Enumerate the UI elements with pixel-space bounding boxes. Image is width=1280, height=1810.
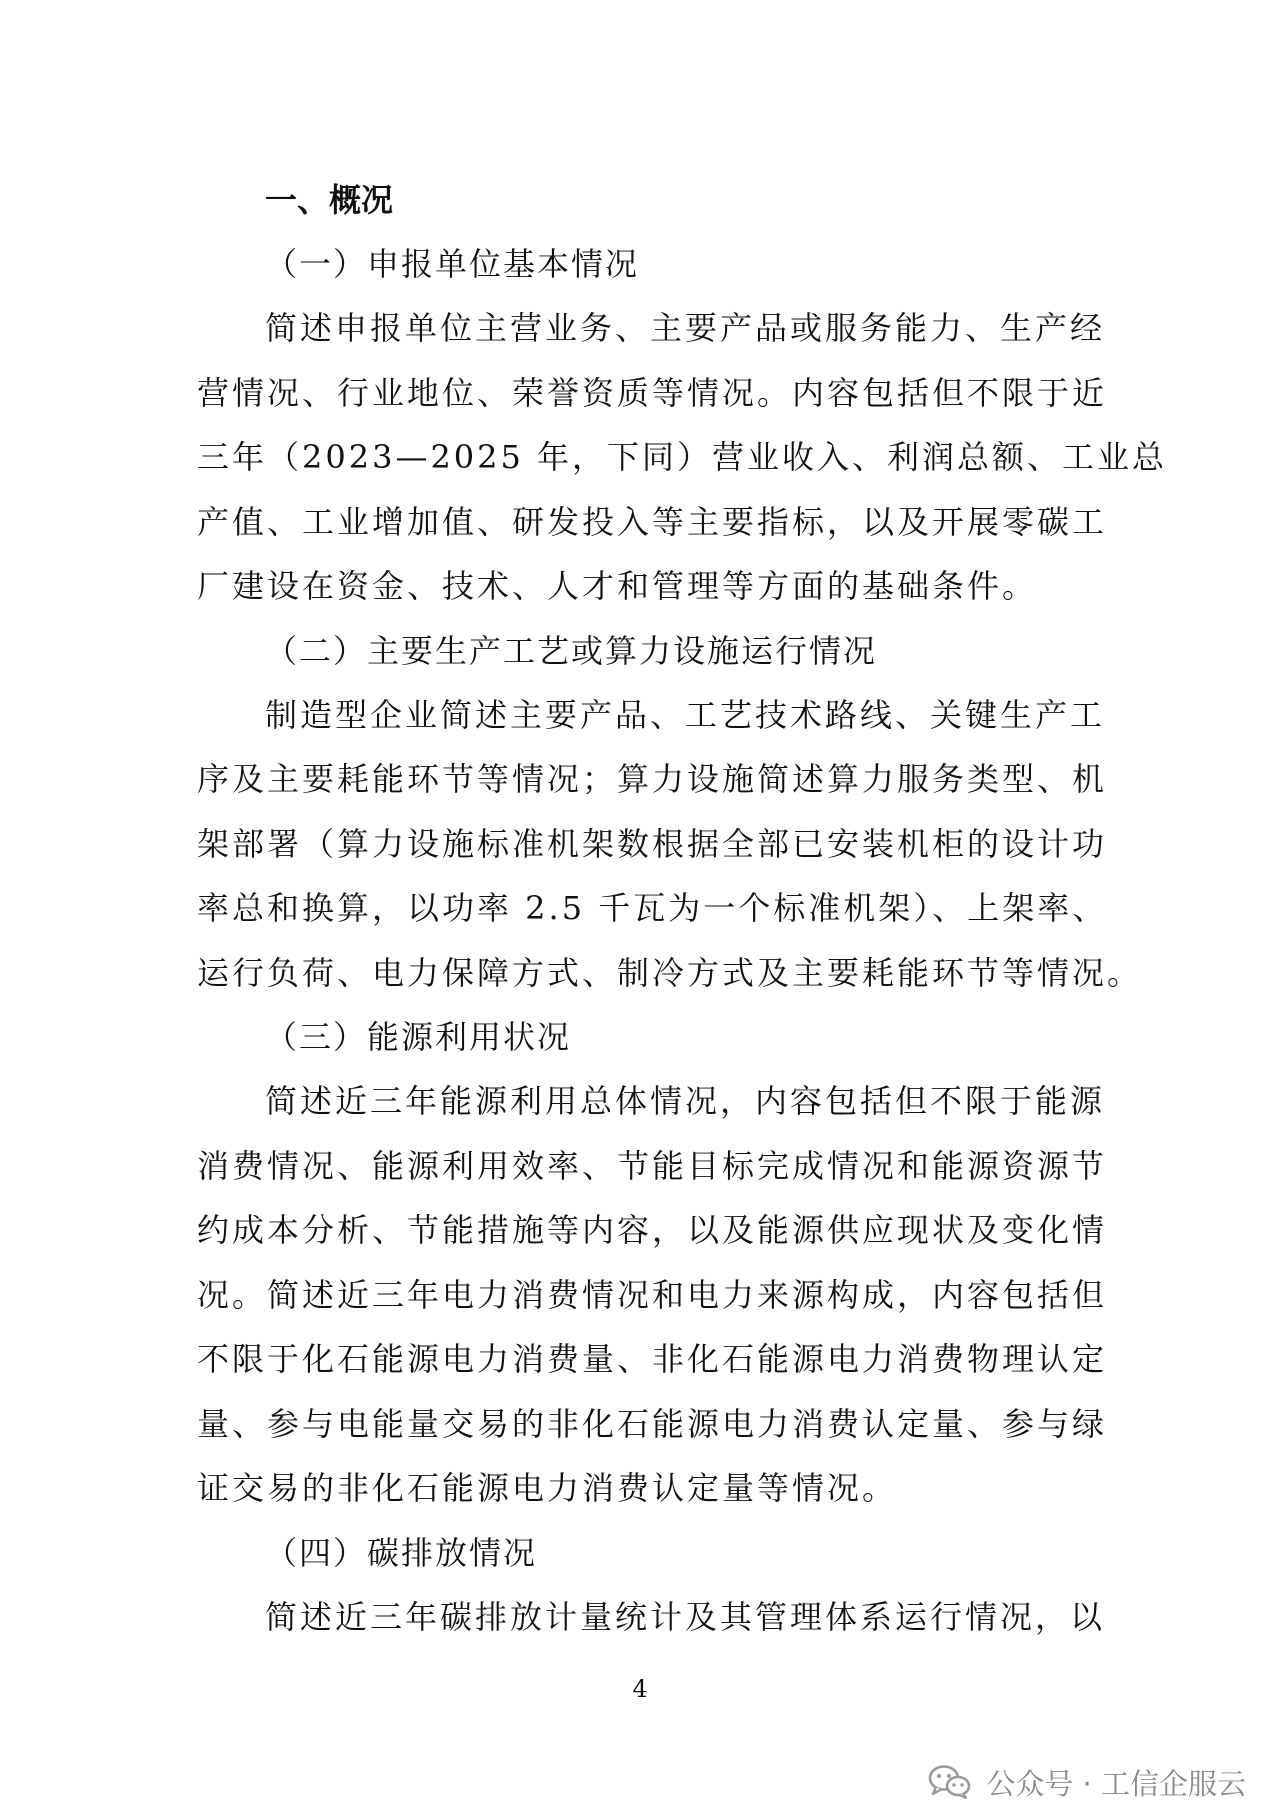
- subsection-title-4: （四）碳排放情况: [265, 1533, 538, 1572]
- paragraph-line: 序及主要耗能环节等情况；算力设施简述算力服务类型、机: [197, 760, 1108, 798]
- wechat-icon: [928, 1764, 972, 1800]
- paragraph-2: [197, 683, 1143, 1006]
- watermark: [928, 1762, 1246, 1802]
- paragraph-line: 量、参与电能量交易的非化石能源电力消费认定量、参与绿: [197, 1404, 1108, 1443]
- watermark-text: 公众号 · 工信企服云: [986, 1766, 1246, 1801]
- paragraph-line: 约成本分析、节能措施等内容，以及能源供应现状及变化情: [197, 1211, 1108, 1249]
- paragraph-line: 况。简述近三年电力消费情况和电力来源构成，内容包括但: [197, 1275, 1108, 1314]
- paragraph-4: [197, 1585, 1106, 1650]
- paragraph-1: [197, 296, 1168, 619]
- subsection-title-2: （二）主要生产工艺或算力设施运行情况: [265, 631, 878, 670]
- paragraph-line: 三年（2023—2025 年，下同）营业收入、利润总额、工业总: [197, 438, 1168, 476]
- paragraph-line: 简述近三年能源利用总体情况，内容包括但不限于能源: [265, 1082, 1106, 1120]
- paragraph-line: 证交易的非化石能源电力消费认定量等情况。: [197, 1469, 898, 1507]
- paragraph-line: 简述申报单位主营业务、主要产品或服务能力、生产经: [265, 309, 1106, 347]
- paragraph-line: 不限于化石能源电力消费量、非化石能源电力消费物理认定: [197, 1340, 1108, 1378]
- paragraph-3: [197, 1069, 1108, 1521]
- paragraph-line: 率总和换算，以功率 2.5 千瓦为一个标准机架）、上架率、: [197, 889, 1108, 927]
- paragraph-line: 运行负荷、电力保障方式、制冷方式及主要耗能环节等情况。: [197, 953, 1143, 992]
- paragraph-line: 产值、工业增加值、研发投入等主要指标，以及开展零碳工: [197, 502, 1108, 541]
- paragraph-line: 消费情况、能源利用效率、节能目标完成情况和能源资源节: [197, 1146, 1108, 1185]
- page-number: 4: [632, 1675, 648, 1703]
- paragraph-line: 架部署（算力设施标准机架数根据全部已安装机柜的设计功: [197, 824, 1108, 863]
- paragraph-line: 厂建设在资金、技术、人才和管理等方面的基础条件。: [197, 567, 1038, 605]
- section-heading: 一、概况: [265, 181, 394, 219]
- document-body: [197, 168, 1168, 1649]
- paragraph-line: 简述近三年碳排放计量统计及其管理体系运行情况，以: [265, 1597, 1106, 1636]
- subsection-title-1: （一）申报单位基本情况: [265, 245, 640, 283]
- subsection-title-3: （三）能源利用状况: [265, 1018, 572, 1056]
- paragraph-line: 制造型企业简述主要产品、工艺技术路线、关键生产工: [265, 695, 1106, 734]
- paragraph-line: 营情况、行业地位、荣誉资质等情况。内容包括但不限于近: [197, 373, 1108, 412]
